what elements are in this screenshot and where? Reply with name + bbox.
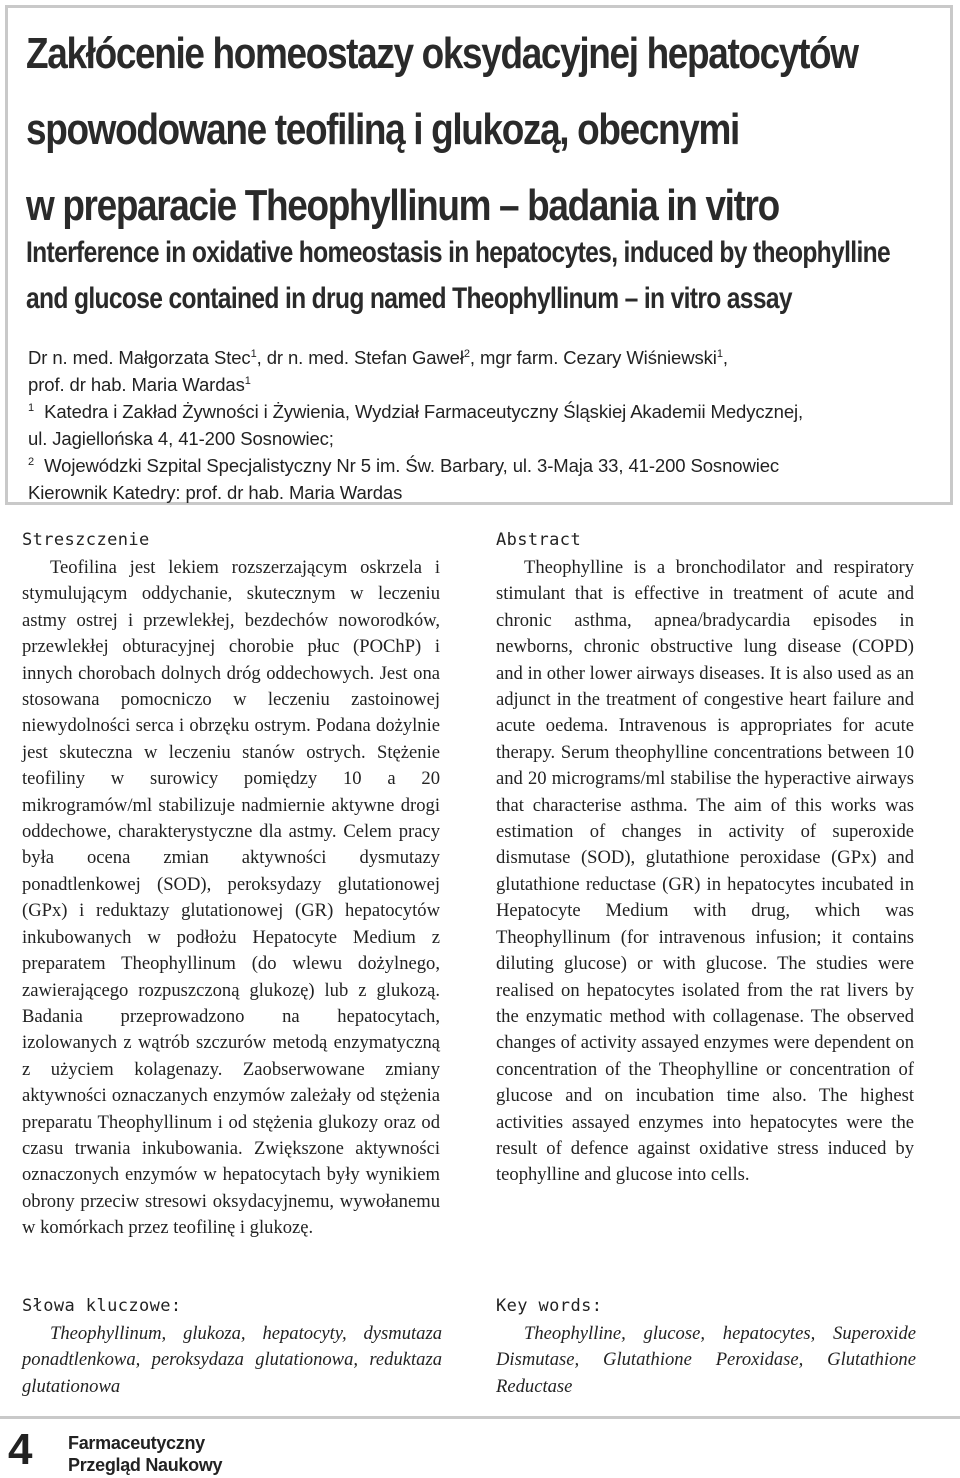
title-english-line: and glucose contained in drug named Theophyllinum – in vitro assay xyxy=(26,282,792,315)
affiliation-sup: 2 xyxy=(28,456,35,468)
title-english xyxy=(26,230,936,322)
title-polish xyxy=(26,16,942,244)
journal-name xyxy=(68,1432,222,1476)
authors-affiliations xyxy=(28,344,943,506)
author-name: prof. dr hab. Maria Wardas xyxy=(28,374,245,395)
streszczenie-section xyxy=(22,530,440,1242)
affiliation-text: ul. Jagiellońska 4, 41-200 Sosnowiec; xyxy=(28,428,334,449)
abstract-text: Theophylline is a bronchodilator and respiratory stimulant that is effective in treatment of acute and chronic asthma, apnea/bradycardia episodes in newborns, chronic obstructive lung disease (COPD) and in other lower airways diseases. It is also used as an adjunct in the treatment of congestive heart failure and acute oedema. Intravenous is appropriates for acute therapy. Serum theophylline concentrations between 10 and 20 micrograms/ml stabilise the hyperactive airways that characterise asthma. The aim of this works was estimation of changes in activity of superoxide dismutase (SOD), glutathione peroxidase (GPx) and glutathione reductase (GR) in hepatocytes incubated in Hepatocyte Medium with drug, which was Theophyllinum (for intravenous infusion; it contains diluting glucose) or with glucose. The studies were realised on hepatocytes isolated from the rat livers by the enzymatic method with collagenase. The observed changes of activity assayed enzymes were dependent on concentration of the Theophylline or concentration of glucose and on incubation time also. The highest activities assayed enzymes into hepatocytes were the result of defence against oxidative stress induced by teophylline and glucose into cells. xyxy=(496,557,914,1186)
affiliation-line xyxy=(28,425,943,452)
author-name: , mgr farm. Cezary Wiśniewski xyxy=(469,347,717,368)
affiliation-text: Katedra i Zakład Żywności i Żywienia, Wydział Farmaceutyczny Śląskiej Akademii Medycznej, xyxy=(44,401,804,422)
keywords-en-section xyxy=(496,1296,916,1400)
keywords-pl-section xyxy=(22,1296,442,1400)
keywords-pl-text: Theophyllinum, glukoza, hepatocyty, dysmutaza ponadtlenkowa, peroksydaza glutationowa, reduktaza glutationowa xyxy=(22,1323,442,1397)
author-sup: 1 xyxy=(250,348,257,360)
keywords-en-text: Theophylline, glucose, hepatocytes, Superoxide Dismutase, Glutathione Peroxidase, Glutathione Reductase xyxy=(496,1323,916,1397)
streszczenie-heading: Streszczenie xyxy=(22,530,150,550)
journal-name-line: Przegląd Naukowy xyxy=(68,1455,223,1475)
department-head: Kierownik Katedry: prof. dr hab. Maria Wardas xyxy=(28,482,403,503)
title-english-line: Interference in oxidative homeostasis in hepatocytes, induced by theophylline xyxy=(26,236,891,269)
keywords-en-heading: Key words: xyxy=(496,1296,603,1316)
affiliation-sup: 1 xyxy=(28,402,35,414)
affiliation-text: Wojewódzki Szpital Specjalistyczny Nr 5 im. Św. Barbary, ul. 3-Maja 33, 41-200 Sosnowiec xyxy=(44,455,780,476)
keywords-pl-heading: Słowa kluczowe: xyxy=(22,1296,182,1316)
author-punct: , xyxy=(722,347,728,368)
abstract-section xyxy=(496,530,914,1189)
author-sup: 1 xyxy=(244,375,251,387)
abstract-heading: Abstract xyxy=(496,530,582,550)
author-name: Dr n. med. Małgorzata Stec xyxy=(28,347,251,368)
footer-divider xyxy=(0,1416,960,1419)
author-line xyxy=(28,344,943,371)
affiliation-line xyxy=(28,452,943,479)
title-polish-line: spowodowane teofiliną i glukozą, obecnymi xyxy=(26,105,739,154)
title-polish-line: w preparacie Theophyllinum – badania in vitro xyxy=(26,181,779,230)
page-number: 4 xyxy=(8,1425,33,1474)
affiliation-line xyxy=(28,398,943,425)
author-sup: 2 xyxy=(463,348,470,360)
title-box xyxy=(5,5,953,505)
journal-name-line: Farmaceutyczny xyxy=(68,1433,205,1453)
author-sup: 1 xyxy=(716,348,723,360)
streszczenie-text: Teofilina jest lekiem rozszerzającym oskrzela i stymulującym oddychanie, skutecznym w leczeniu astmy ostrej i przewlekłej, bezdechów noworodków, przewlekłej obturacyjnej chorobie płuc (POChP) i innych chorobach dolnych dróg oddechowych. Jest ona stosowana pomocniczo w leczeniu zastoinowej niewydolności serca i obrzęku ostrym. Podana dożylnie jest skuteczna w leczeniu stanów ostrych. Stężenie teofiliny w surowicy pomiędzy 10 a 20 mikrogramów/ml stabilizuje nadmiernie aktywne drogi oddechowe, charakterystyczne dla astmy. Celem pracy była ocena zmian aktywności dysmutazy ponadtlenkowej (SOD), peroksydazy glutationowej (GPx) i reduktazy glutationowej (GR) hepatocytów inkubowanych w podłożu Hepatocyte Medium z preparatem Theophyllinum (do wlewu dożylnego, zawierającego rozpuszczoną glukozę) lub z glukozą. Badania przeprowadzono na hepatocytach, izolowanych z wątrób szczurów metodą enzymatyczną z użyciem kolagenazy. Zaobserwowane zmiany aktywności oznaczanych enzymów zależały od stężenia preparatu Theophyllinum i od stężenia glukozy oraz od czasu trwania inkubowania. Zwiększone aktywności oznaczonych enzymów w hepatocytach były wynikiem obrony przeciw stresowi oksydacyjnemu, wywołanemu w komórkach przez teofilinę i glukozę. xyxy=(22,557,440,1239)
author-line xyxy=(28,371,943,398)
title-polish-line: Zakłócenie homeostazy oksydacyjnej hepatocytów xyxy=(26,29,858,78)
author-name: , dr n. med. Stefan Gaweł xyxy=(256,347,464,368)
